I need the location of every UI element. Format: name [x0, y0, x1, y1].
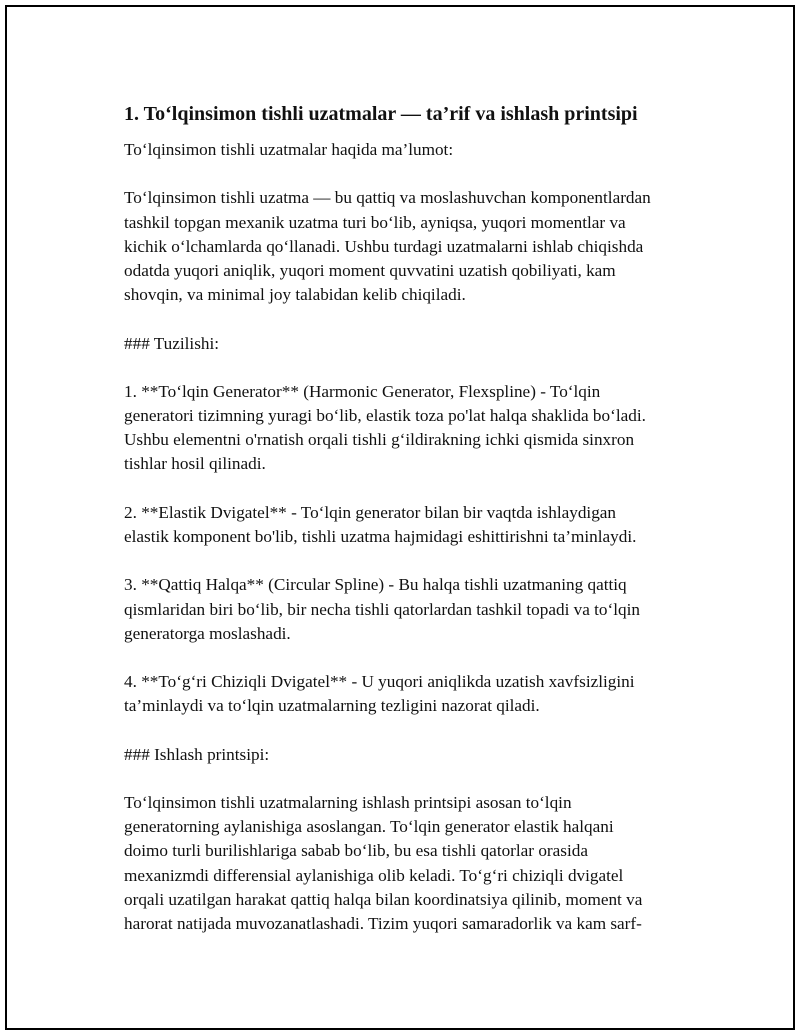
text-line: kichik o‘lchamlarda qo‘llanadi. Ushbu turdagi uzatmalarni ishlab chiqishda — [124, 236, 644, 256]
text-line: qismlaridan biri bo‘lib, bir necha tishli qatorlardan tashkil topadi va to‘lqin — [124, 599, 640, 619]
text-line: harorat natijada muvozanatlashadi. Tizim yuqori samaradorlik va kam sarf- — [124, 914, 642, 933]
text-line: elastik komponent bo'lib, tishli uzatma hajmidagi eshittirishni ta’minlaydi. — [124, 527, 637, 546]
paragraph-gap — [124, 549, 714, 573]
text-line: To‘lqinsimon tishli uzatma — bu qattiq va moslashuvchan komponentlardan — [124, 188, 651, 208]
text-line: doimo turli burilishlariga sabab bo‘lib, bu esa tishli qatorlar orasida — [124, 841, 588, 861]
list-item — [124, 501, 714, 549]
text-line: 3. **Qattiq Halqa** (Circular Spline) - Bu halqa tishli uzatmaning qattiq — [124, 575, 627, 595]
structure-heading: ### Tuzilishi: — [124, 333, 220, 353]
list-item — [124, 573, 714, 646]
text-line: shovqin, va minimal joy talabidan kelib chiqiladi. — [124, 285, 466, 305]
paragraph-gap — [124, 719, 714, 743]
text-line: To‘lqinsimon tishli uzatmalarning ishlash printsipi asosan to‘lqin — [124, 793, 572, 813]
page-frame — [5, 5, 795, 1030]
paragraph-gap — [124, 646, 714, 670]
definition-paragraph — [124, 186, 714, 307]
text-line: Ushbu elementni o'rnatish orqali tishli g‘ildirakning ichki qismida sinxron — [124, 430, 635, 450]
text-line: generatorga moslashadi. — [124, 623, 291, 643]
paragraph-gap — [124, 307, 714, 331]
text-line: generatori tizimning yuragi bo‘lib, elastik toza po'lat halqa shaklida bo‘ladi. — [124, 406, 646, 426]
principle-heading: ### Ishlash printsipi: — [124, 744, 270, 764]
paragraph-gap — [124, 162, 714, 186]
text-line: orqali uzatilgan harakat qattiq halqa bilan koordinatsiya qilinib, moment va — [124, 889, 643, 909]
text-line: 2. **Elastik Dvigatel** - To‘lqin generator bilan bir vaqtda ishlaydigan — [124, 502, 617, 522]
text-line: 1. **To‘lqin Generator** (Harmonic Generator, Flexspline) - To‘lqin — [124, 381, 601, 401]
text-line: 4. **To‘g‘ri Chiziqli Dvigatel** - U yuqori aniqlikda uzatish xavfsizligini — [124, 672, 635, 692]
text-line: generatorning aylanishiga asoslangan. To‘lqin generator elastik halqani — [124, 817, 614, 837]
document-body — [124, 100, 714, 936]
paragraph-gap — [124, 767, 714, 791]
text-line: odatda yuqori aniqlik, yuqori moment quvvatini uzatish qobiliyati, kam — [124, 260, 616, 280]
paragraph-gap — [124, 477, 714, 501]
list-item — [124, 380, 714, 477]
text-line: tishlar hosil qilinadi. — [124, 454, 266, 474]
text-line: mexanizmdi differensial aylanishiga olib keladi. To‘g‘ri chiziqli dvigatel — [124, 865, 624, 885]
paragraph-gap — [124, 356, 714, 380]
text-line: tashkil topgan mexanik uzatma turi bo‘lib, ayniqsa, yuqori momentlar va — [124, 212, 626, 232]
section-heading: 1. To‘lqinsimon tishli uzatmalar — ta’rif va ishlash printsipi — [124, 103, 638, 125]
list-item — [124, 670, 714, 718]
principle-paragraph — [124, 791, 714, 936]
text-line: ta’minlaydi va to‘lqin uzatmalarning tezligini nazorat qiladi. — [124, 696, 540, 716]
intro-text: To‘lqinsimon tishli uzatmalar haqida ma’lumot: — [124, 140, 454, 159]
